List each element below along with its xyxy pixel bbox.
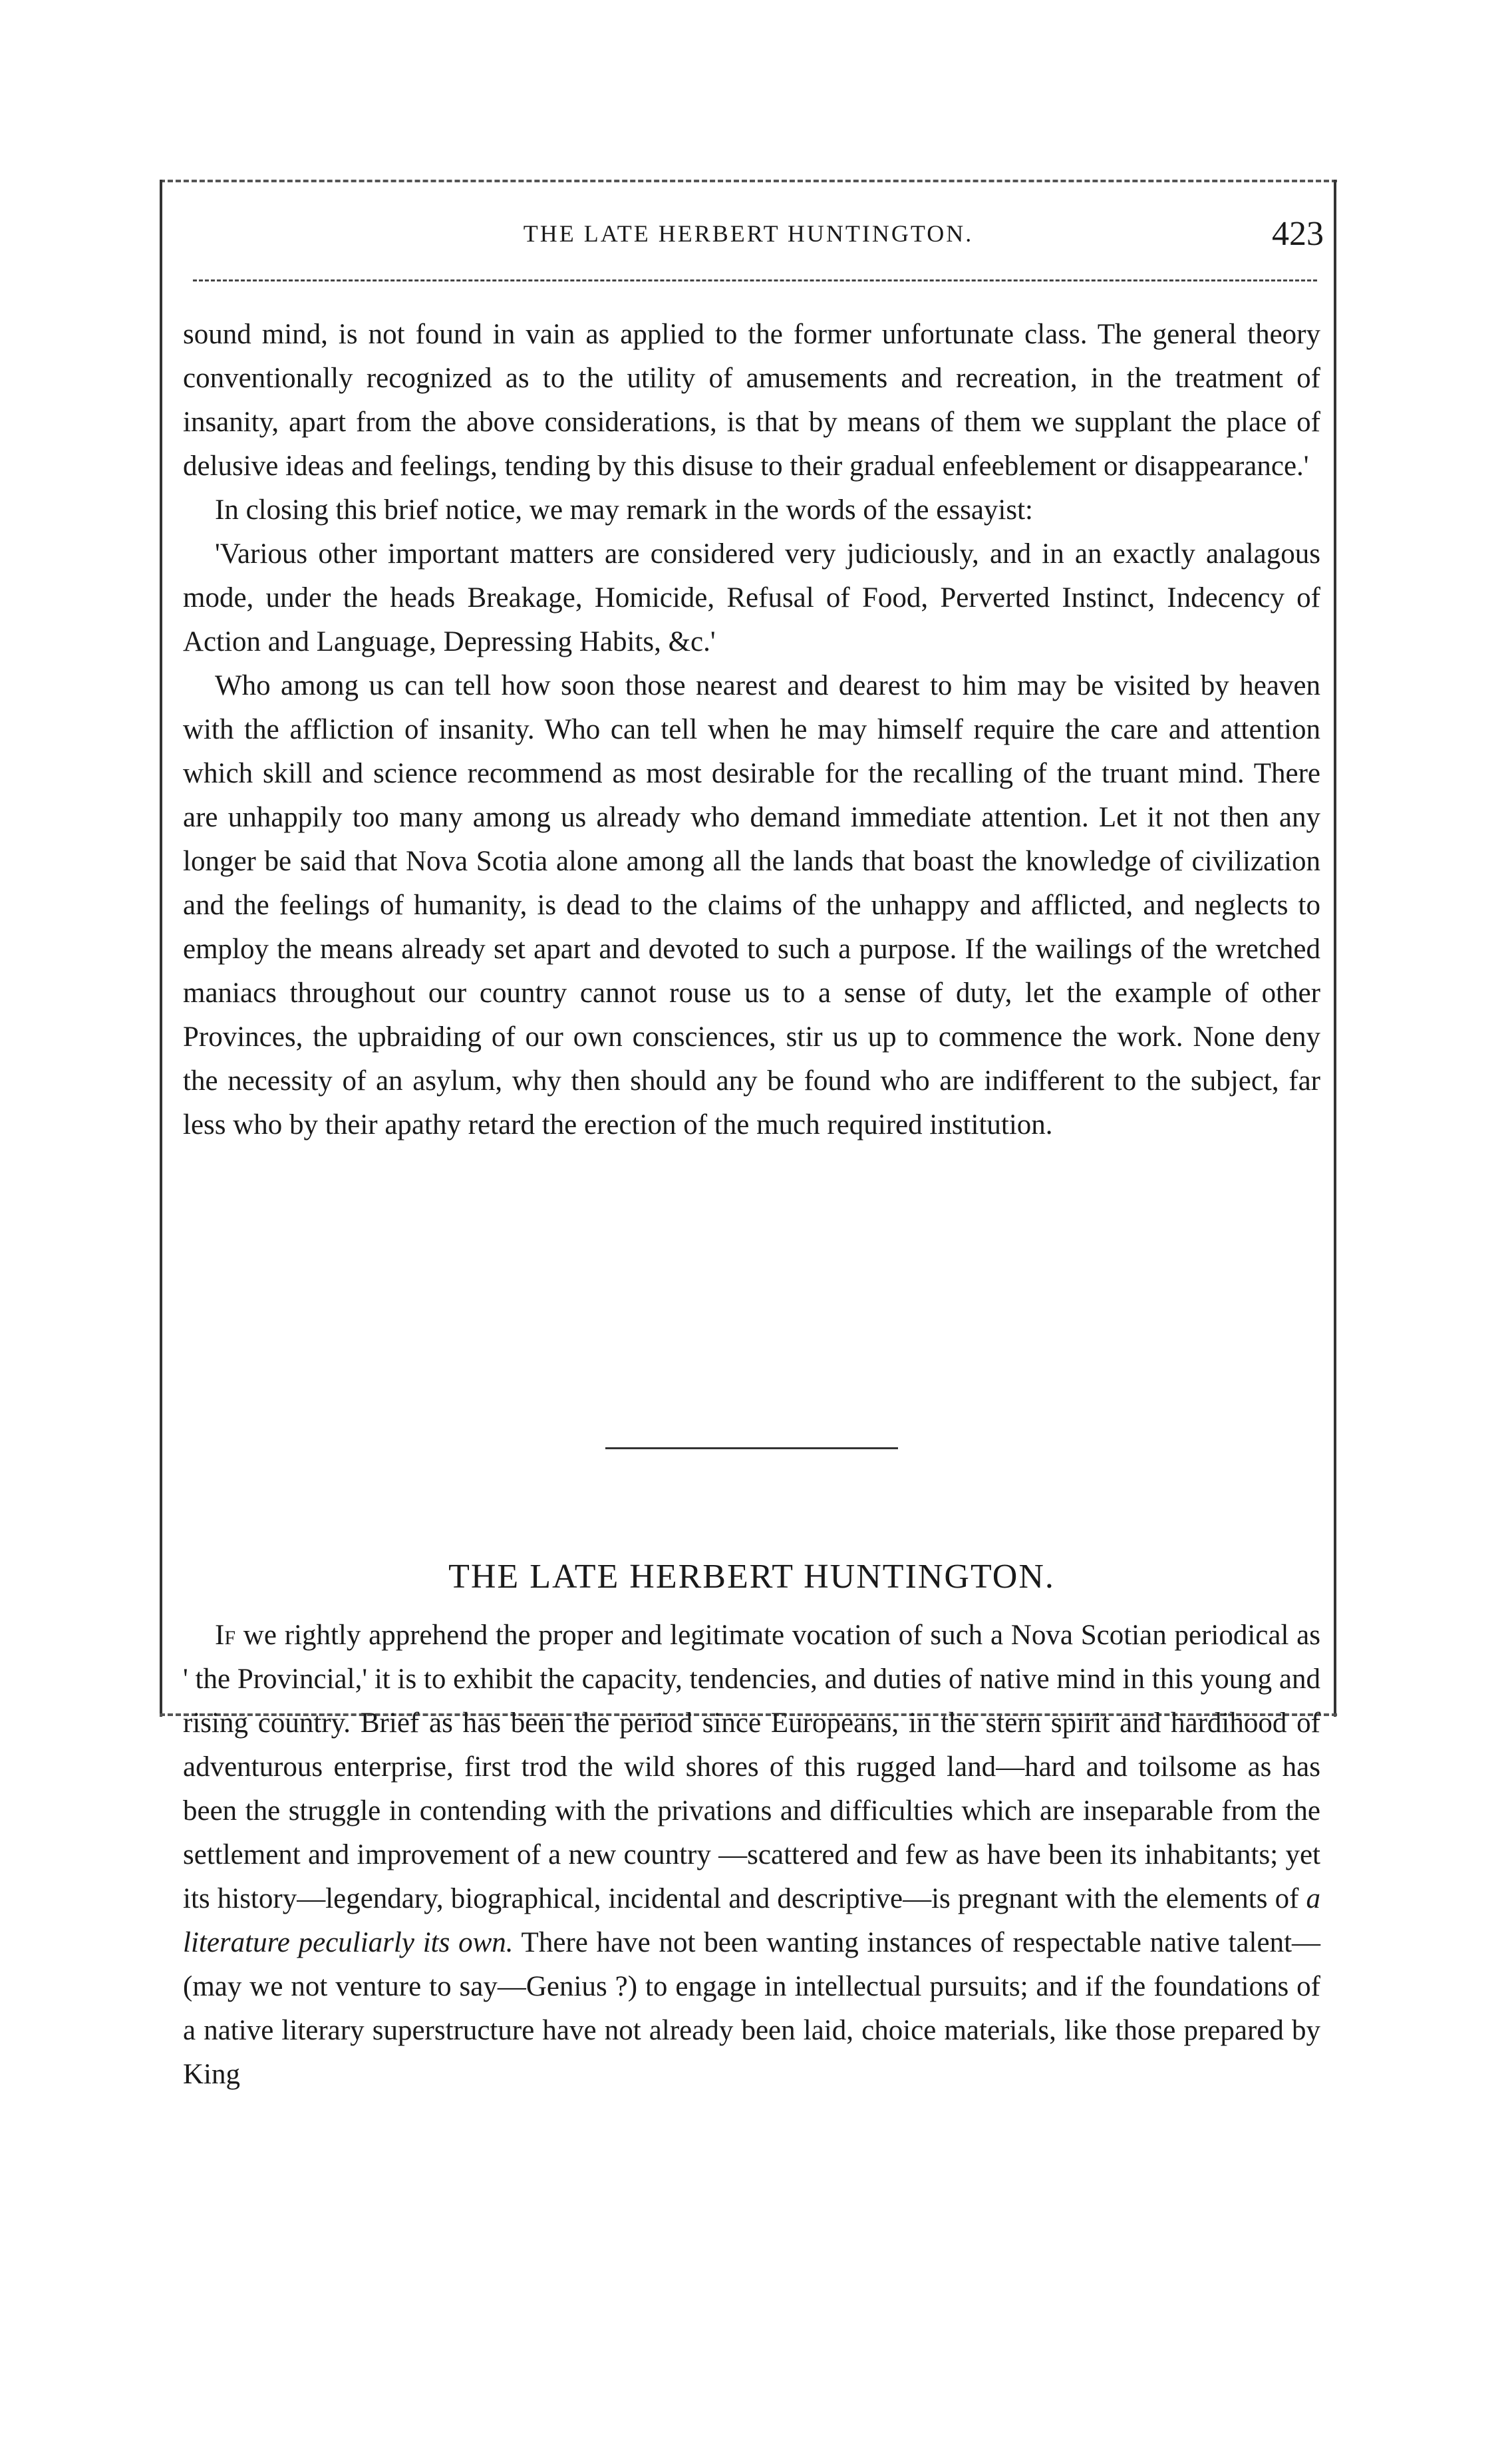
paragraph	[183, 1614, 1320, 2097]
section-separator	[605, 1447, 898, 1449]
paragraph: sound mind, is not found in vain as applied to the former unfortunate class. The general theory conventionally recognized as to the utility of amusements and recreation, in the treatment of insanity, apart from the above considerations, is that by means of them we supplant the place of delusive ideas and feelings, tending by this disuse to their gradual enfeeblement or disappearance.'	[183, 319, 1320, 482]
page-number: 423	[1272, 215, 1324, 253]
text-segment: we rightly apprehend the proper and legitimate vocation of such a Nova Scotian periodical as ' the Provincial,' it is to exhibit the capacity, tendencies, and duties of native mind in this young and rising country. Brief as has been the period since Europeans, in the stern spirit and hardihood of adventurous enterprise, first trod the wild shores of this rugged land—hard and toilsome as has been the struggle in contending with the privations and difficulties which are inseparable from the settlement and improvement of a new country —scattered and few as have been its inhabitants; yet its history—legendary, biographical, incidental and descriptive—is pregnant with the elements of	[183, 1620, 1320, 1914]
page-frame-left	[160, 180, 162, 1717]
paragraph: Who among us can tell how soon those nearest and dearest to him may be visited by heaven with the affliction of insanity. Who can tell when he may himself require the care and attention which skill and science recommend as most desirable for the recalling of the truant mind. There are unhappily too many among us already who demand immediate attention. Let it not then any longer be said that Nova Scotia alone among all the lands that boast the knowledge of civilization and the feelings of humanity, is dead to the claims of the unhappy and afflicted, and neglects to employ the means already set apart and devoted to such a purpose. If the wailings of the wretched maniacs throughout our country cannot rouse us to a sense of duty, let the example of other Provinces, the upbraiding of our own consciences, stir us up to commence the work. None deny the necessity of an asylum, why then should any be found who are indifferent to the subject, far less who by their apathy retard the erection of the much required institution.	[183, 670, 1320, 1140]
paragraph: In closing this brief notice, we may remark in the words of the essayist:	[215, 494, 1033, 526]
article-title: THE LATE HERBERT HUNTINGTON.	[448, 1558, 1055, 1596]
italic-phrase: a literature peculiarly its own.	[183, 1883, 1320, 1958]
page-frame-right	[1334, 180, 1336, 1717]
opening-word: If	[215, 1620, 236, 1651]
running-head: THE LATE HERBERT HUNTINGTON.	[523, 220, 974, 247]
block-quote: 'Various other important matters are considered very judiciously, and in an exactly analagous mode, under the heads Breakage, Homicide, Refusal of Food, Perverted Instinct, Indecency of Action and Language, Depressing Habits, &c.'	[183, 538, 1320, 657]
text-segment: There have not been wanting instances of respectable native talent—(may we not venture to say—Genius ?) to engage in intellectual pursuits; and if the foundations of a native literary superstructure have not already been laid, choice materials, like those prepared by King	[183, 1927, 1321, 2090]
page-frame-top	[160, 180, 1337, 182]
article-body	[183, 1614, 1320, 2097]
previous-article-text	[183, 313, 1320, 1147]
header-rule	[193, 279, 1317, 281]
